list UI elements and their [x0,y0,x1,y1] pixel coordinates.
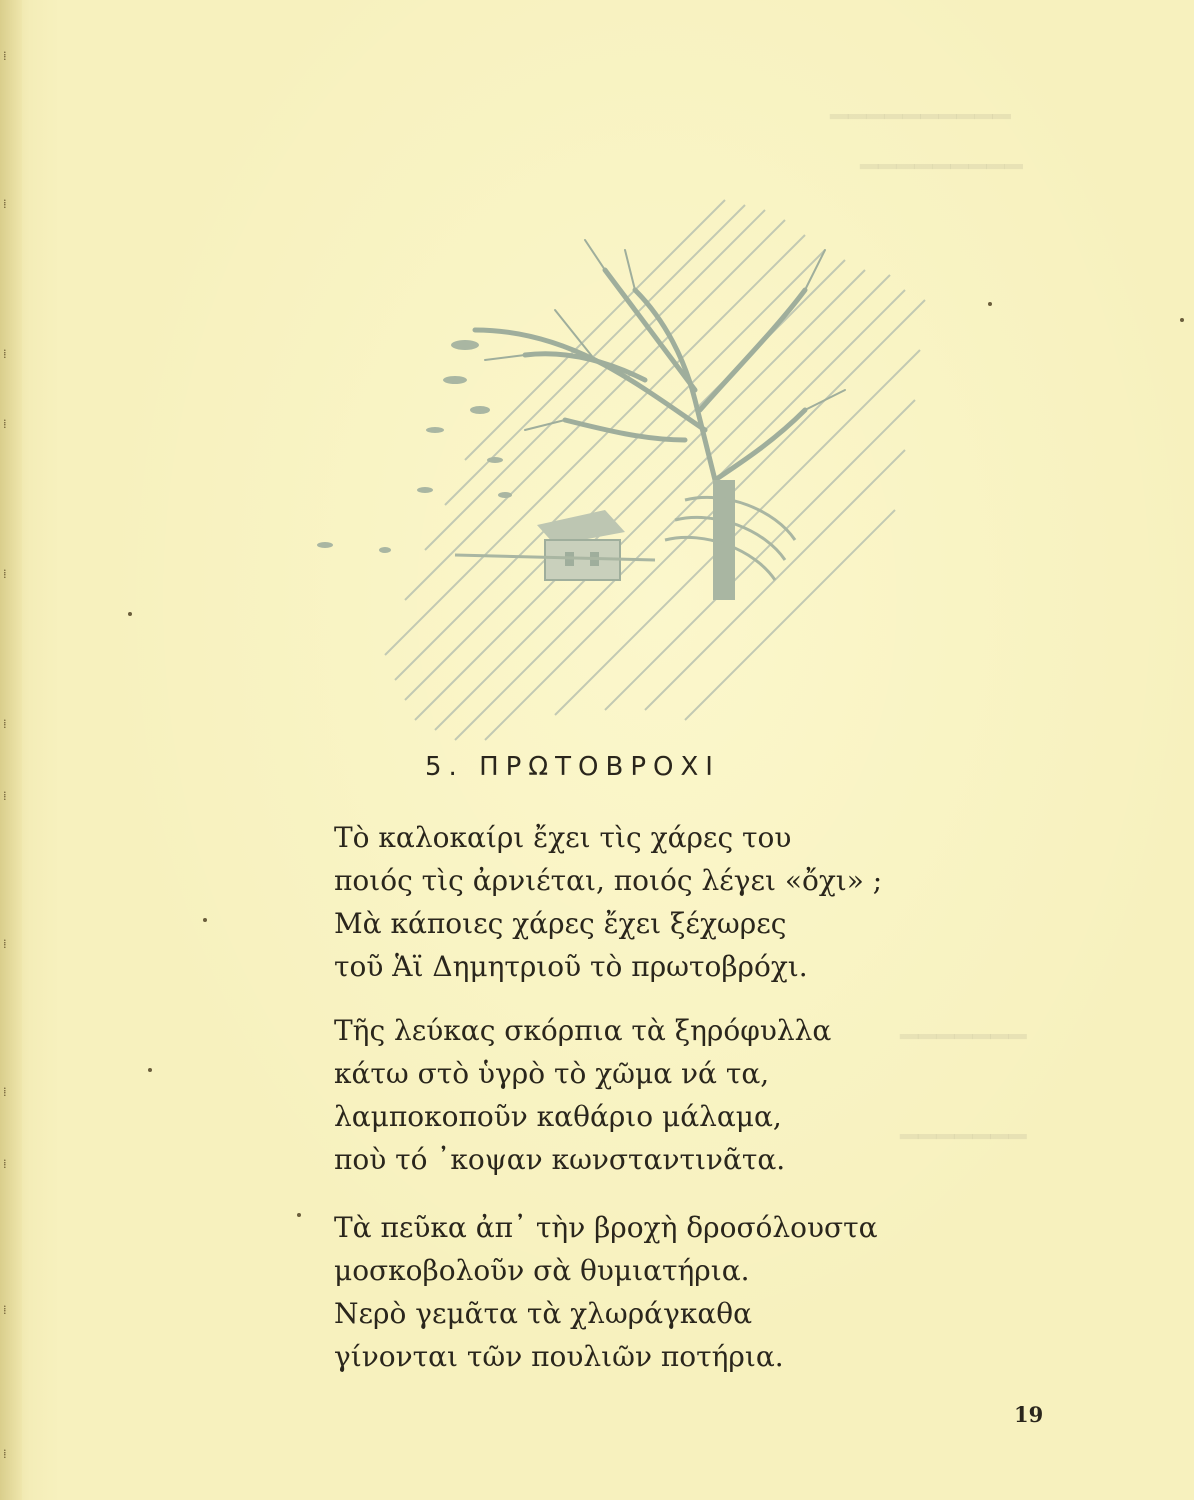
paper-speck [297,1213,301,1217]
small-house [537,510,625,580]
show-through-text: ━━━━━━━ [900,1020,1027,1055]
verse-line: τοῦ Ἁϊ Δημητριοῦ τὸ πρωτοβρόχι. [334,950,808,983]
binding-stitch: ⁞ [3,1303,7,1318]
verse-line: μοσκοβολοῦν σὰ θυμιατήρια. [334,1254,750,1287]
binding-stitch: ⁞ [3,937,7,952]
paper-speck [1180,318,1184,322]
binding-stitch: ⁞ [3,1157,7,1172]
verse-line: Μὰ κάποιες χάρες ἔχει ξέχωρες [334,907,787,940]
section-title: 5. ΠΡΩΤΟΒΡΟΧΙ [425,752,720,782]
verse-line: γίνονται τῶν πουλιῶν ποτήρια. [334,1340,784,1373]
verse-line: Νερὸ γεμᾶτα τὰ χλωράγκαθα [334,1297,752,1330]
verse-line: ποὺ τό ᾽κοψαν κωνσταντινᾶτα. [334,1143,786,1176]
binding-stitch: ⁞ [3,717,7,732]
verse-line: Τῆς λεύκας σκόρπια τὰ ξηρόφυλλα [334,1014,832,1047]
page-binding-edge [0,0,22,1500]
paper-speck [203,918,207,922]
show-through-text: ━━━━━━━━━━ [830,100,1011,135]
verse-line: λαμποκοποῦν καθάριο μάλαμα, [334,1100,782,1133]
paper-speck [988,302,992,306]
binding-stitch: ⁞ [3,1447,7,1462]
show-through-text: ━━━━━━━━━ [860,150,1023,185]
binding-stitch: ⁞ [3,567,7,582]
tree-in-rain-with-house-illustration [305,180,935,780]
binding-stitch: ⁞ [3,49,7,64]
poem-stanza-1 [334,816,882,988]
binding-stitch: ⁞ [3,347,7,362]
binding-stitch: ⁞ [3,1085,7,1100]
rain-streaks [385,200,925,740]
poem-stanza-2 [334,1009,831,1181]
tree-branches [475,270,805,520]
verse-line: Τὸ καλοκαίρι ἔχει τὶς χάρες του [334,821,792,854]
verse-line: κάτω στὸ ὑγρὸ τὸ χῶμα νά τα, [334,1057,770,1090]
binding-stitch: ⁞ [3,197,7,212]
paper-speck [128,612,132,616]
show-through-text: ━━━━━━━ [900,1120,1027,1155]
verse-line: ποιός τὶς ἀρνιέται, ποιός λέγει «ὄχι» ; [334,864,883,897]
binding-stitch: ⁞ [3,789,7,804]
binding-stitch: ⁞ [3,417,7,432]
poem-stanza-3 [334,1206,878,1378]
page-number: 19 [1014,1402,1044,1427]
paper-speck [148,1068,152,1072]
verse-line: Τὰ πεῦκα ἀπ᾽ τὴν βροχὴ δροσόλουστα [334,1211,878,1244]
